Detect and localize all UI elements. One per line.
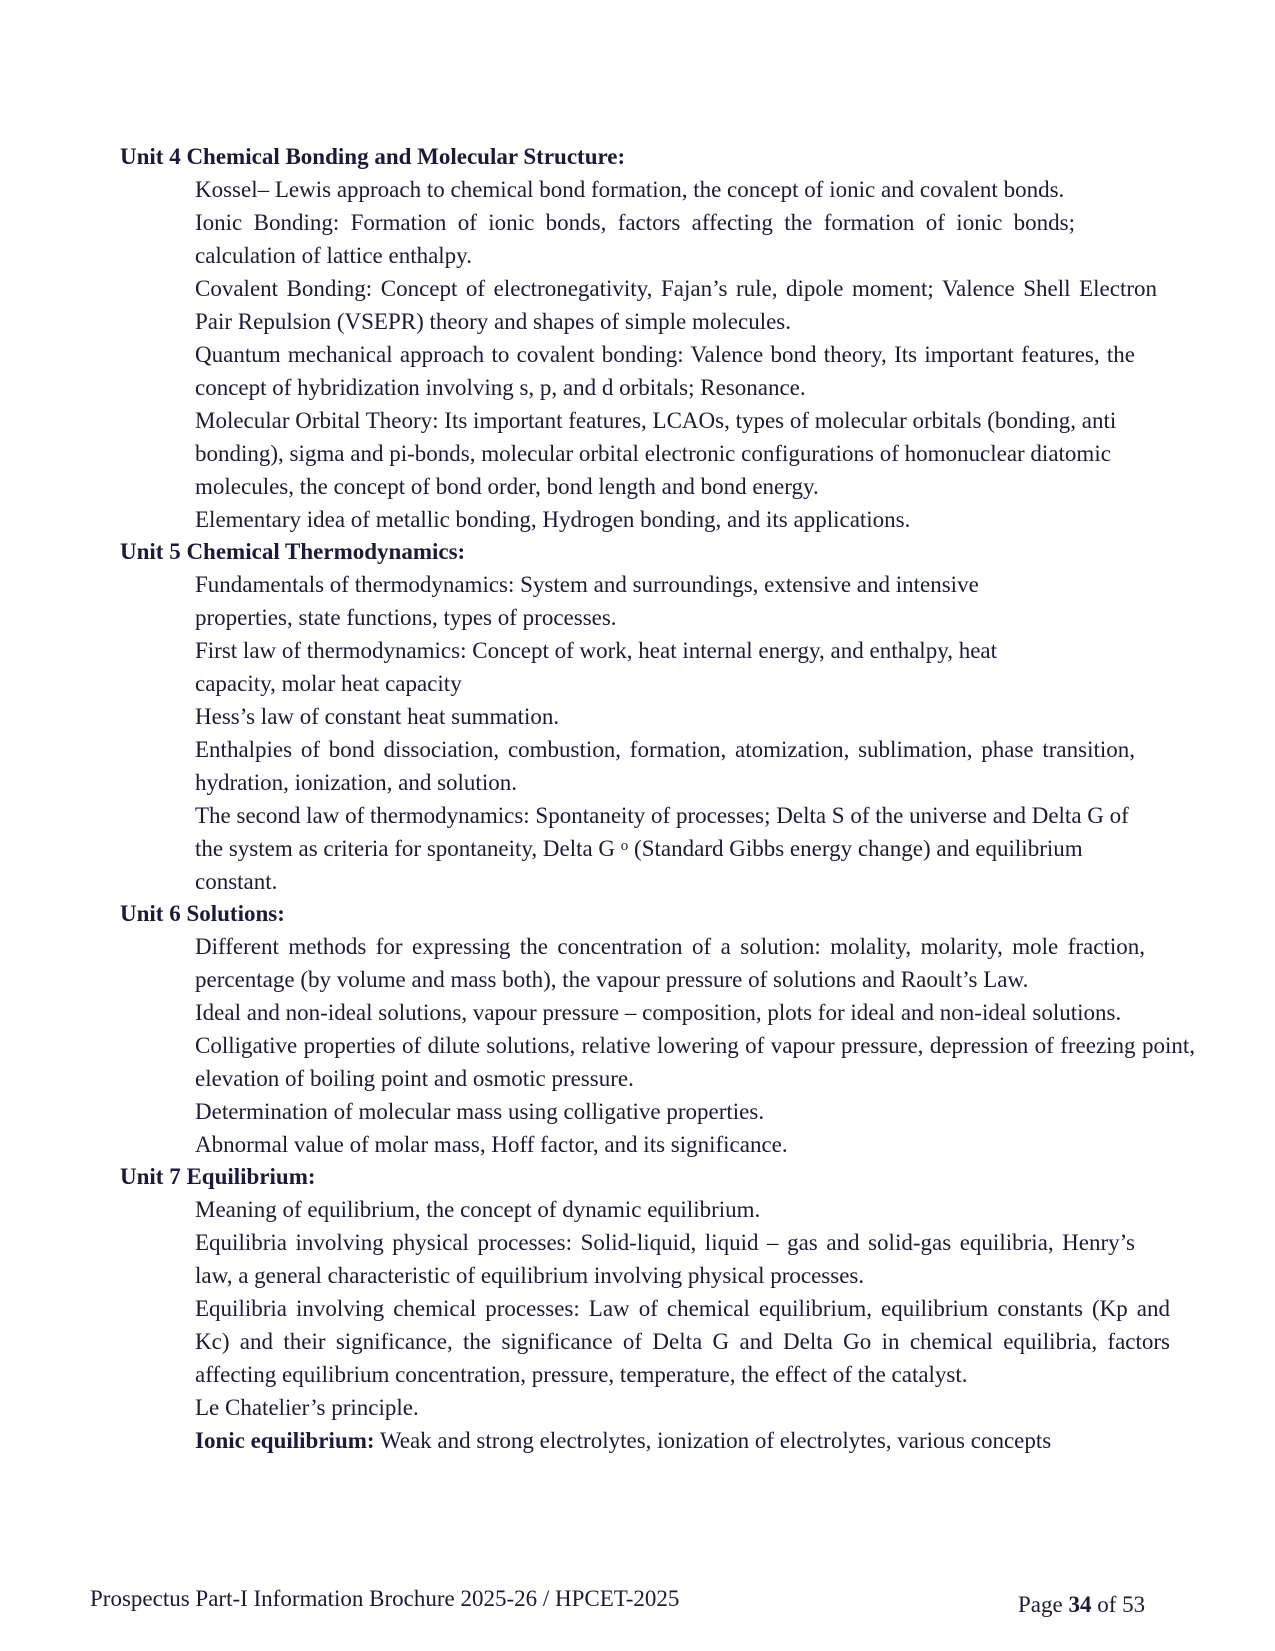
unit-section (120, 536, 1195, 898)
list-item: Le Chatelier’s principle. (195, 1395, 419, 1420)
list-item: Covalent Bonding: Concept of electronegativity, Fajan’s rule, dipole moment; Valence Shell Electron Pair Repulsion (VSEPR) theory and shapes of simple molecules. (195, 276, 1157, 334)
list-item: Quantum mechanical approach to covalent bonding: Valence bond theory, Its important features, the concept of hybridization involving s, p, and d orbitals; Resonance. (195, 342, 1135, 400)
page-label: Page (1018, 1592, 1069, 1617)
unit-heading: Unit 5 Chemical Thermodynamics: (120, 539, 466, 564)
unit-section (120, 1161, 1195, 1457)
list-item (195, 1424, 1195, 1457)
unit-items (195, 1193, 1195, 1457)
unit-heading: Unit 7 Equilibrium: (120, 1164, 316, 1189)
list-item: Enthalpies of bond dissociation, combustion, formation, atomization, sublimation, phase transition, hydration, ionization, and solution. (195, 737, 1135, 795)
item-text: The second law of thermodynamics: Spontaneity of processes; Delta S of the universe and Delta G of the system as criteria for spontaneity, Delta G (195, 803, 1129, 861)
list-item: Fundamentals of thermodynamics: System and surroundings, extensive and intensive properties, state functions, types of processes. (195, 572, 979, 630)
list-item: Molecular Orbital Theory: Its important features, LCAOs, types of molecular orbitals (bonding, anti bonding), sigma and pi-bonds, molecular orbital electronic configurations of homonuclear diatomic molecules, the concept of bond order, bond length and bond energy. (195, 408, 1117, 499)
list-item: Colligative properties of dilute solutions, relative lowering of vapour pressure, depression of freezing point, elevation of boiling point and osmotic pressure. (195, 1033, 1195, 1091)
unit-section (120, 898, 1195, 1161)
item-text: (Standard Gibbs energy change) and equilibrium constant. (195, 836, 1083, 894)
list-item: Equilibria involving physical processes: Solid-liquid, liquid – gas and solid-gas equilibria, Henry’s law, a general characteristic of equilibrium involving physical processes. (195, 1230, 1135, 1288)
list-item: Ionic Bonding: Formation of ionic bonds, factors affecting the formation of ionic bonds; calculation of lattice enthalpy. (195, 210, 1075, 268)
page-of-label: of (1091, 1592, 1123, 1617)
item-bold-label: Ionic equilibrium: (195, 1428, 375, 1453)
list-item: Kossel– Lewis approach to chemical bond formation, the concept of ionic and covalent bonds. (195, 177, 1065, 202)
footer-title: Prospectus Part-I Information Brochure 2025-26 / HPCET-2025 (90, 1586, 680, 1611)
current-page: 34 (1068, 1592, 1092, 1617)
unit-heading: Unit 4 Chemical Bonding and Molecular Structure: (120, 144, 626, 169)
list-item: Equilibria involving chemical processes: Law of chemical equilibrium, equilibrium constants (Kp and Kc) and their significance, the significance of Delta G and Delta Go in chemical equilibria, factors affecting equilibrium concentration, pressure, temperature, the effect of the catalyst. (195, 1296, 1170, 1387)
unit-heading: Unit 6 Solutions: (120, 901, 285, 926)
list-item: Abnormal value of molar mass, Hoff factor, and its significance. (195, 1132, 788, 1157)
list-item: Elementary idea of metallic bonding, Hydrogen bonding, and its applications. (195, 507, 911, 532)
unit-items (195, 568, 1195, 898)
list-item: Determination of molecular mass using colligative properties. (195, 1099, 765, 1124)
total-pages: 53 (1122, 1592, 1146, 1617)
unit-section (120, 141, 1195, 536)
list-item: Ideal and non-ideal solutions, vapour pressure – composition, plots for ideal and non-ideal solutions. (195, 1000, 1122, 1025)
list-item (195, 799, 1153, 898)
superscript: o (620, 838, 629, 854)
list-item: Meaning of equilibrium, the concept of dynamic equilibrium. (195, 1197, 761, 1222)
page-content (120, 141, 1195, 1457)
unit-items (195, 930, 1195, 1161)
list-item: Hess’s law of constant heat summation. (195, 704, 560, 729)
list-item: First law of thermodynamics: Concept of work, heat internal energy, and enthalpy, heat capacity, molar heat capacity (195, 638, 998, 696)
item-text: Weak and strong electrolytes, ionization of electrolytes, various concepts (374, 1428, 1052, 1453)
page-number (1018, 1592, 1145, 1618)
unit-items (195, 173, 1195, 536)
list-item: Different methods for expressing the concentration of a solution: molality, molarity, mole fraction, percentage (by volume and mass both), the vapour pressure of solutions and Raoult’s Law. (195, 934, 1145, 992)
